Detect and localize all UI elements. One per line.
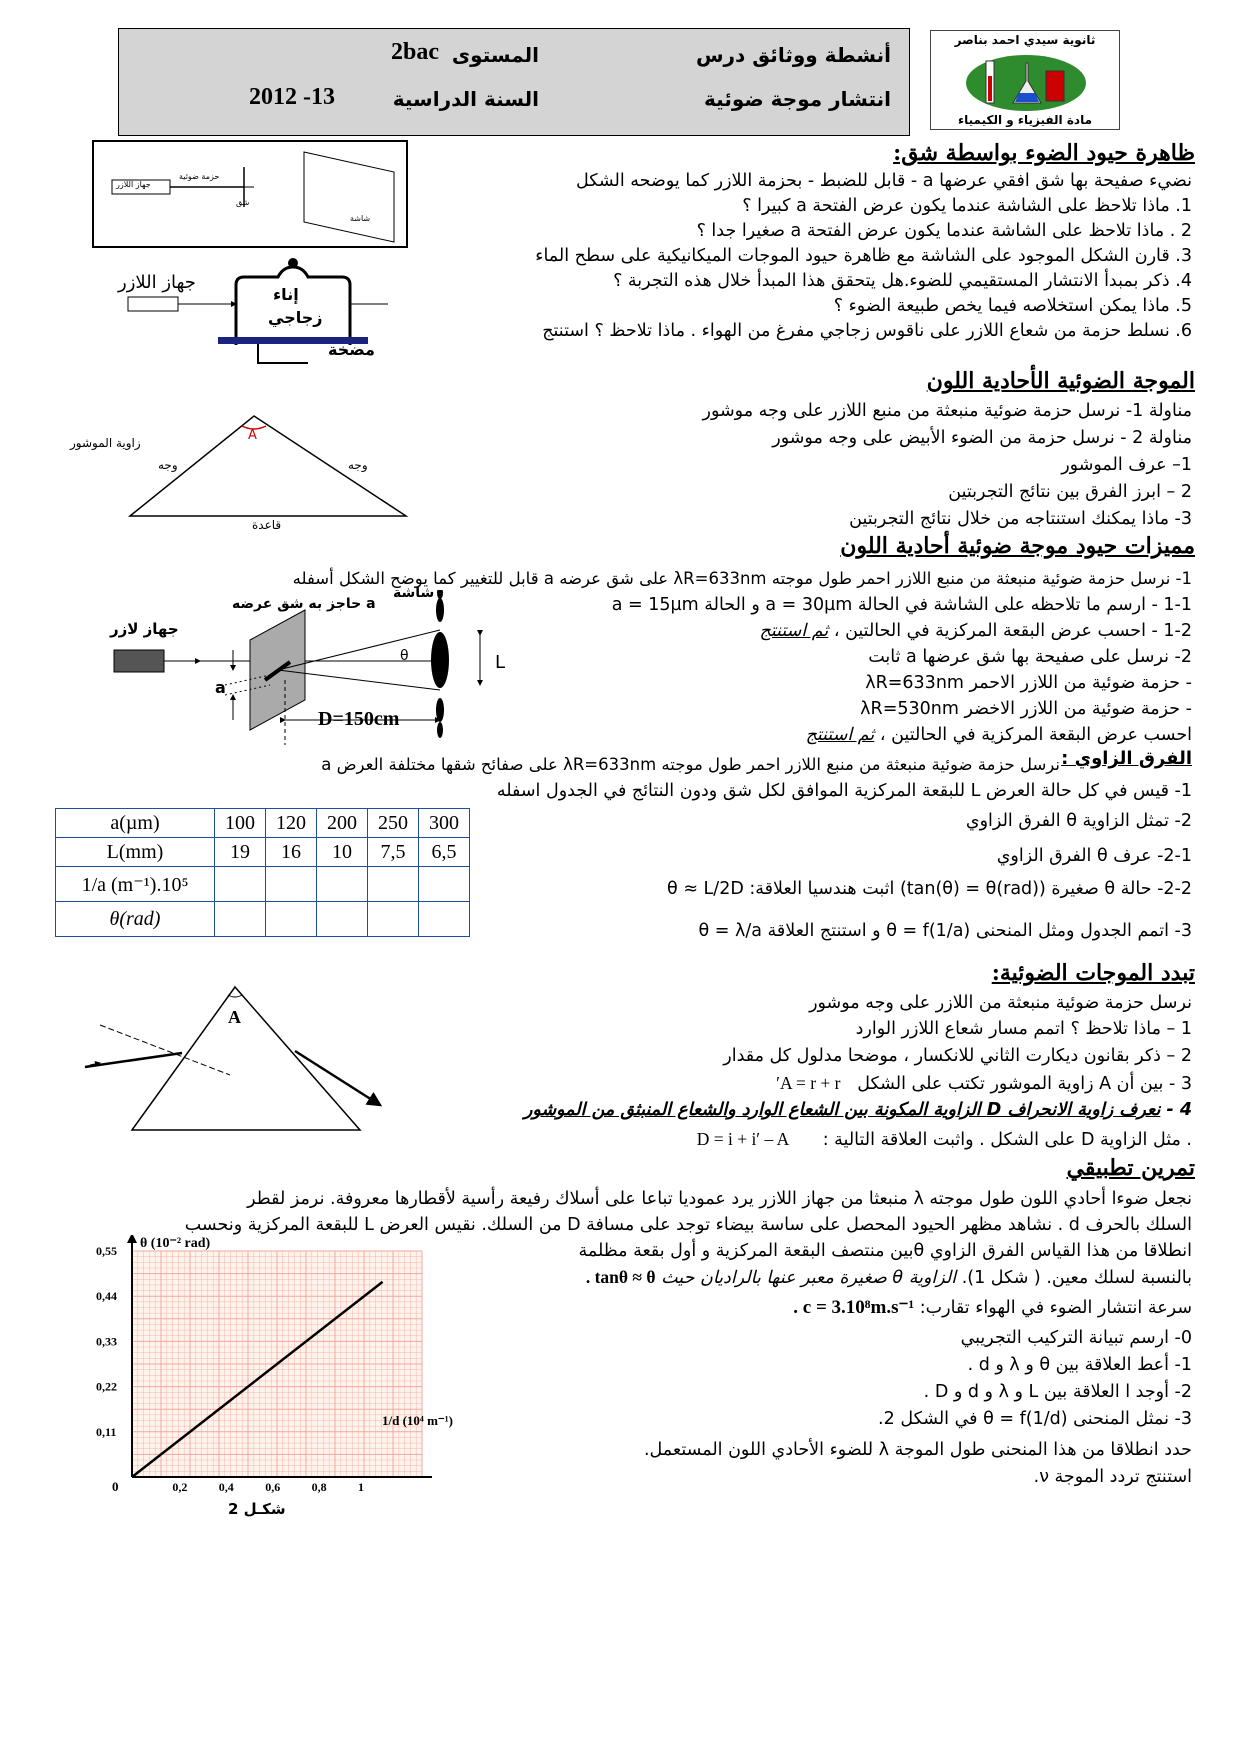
s5-q4-line2: [480, 1126, 1192, 1153]
chart-origin-label: 0: [112, 1479, 119, 1494]
s2-m2: مناولة 2 - نرسل حزمة من الضوء الأبيض على وجه موشور: [772, 428, 1192, 448]
s1-q1: 1. ماذا تلاحظ على الشاشة عندما يكون عرض الفتحة a كبيرا ؟: [742, 196, 1192, 216]
x-tick-label: 1: [358, 1480, 364, 1494]
row-label-inv-a: 1/a (m⁻¹).10⁵: [56, 867, 215, 902]
a-value: 300: [419, 809, 470, 838]
section5-title: تبدد الموجات الضوئية:: [991, 960, 1195, 986]
empty-cell: [317, 902, 368, 937]
s4-q2: 2- تمثل الزاوية θ الفرق الزاوي: [965, 811, 1192, 831]
year-label: السنة الدراسية: [392, 87, 539, 111]
fig1-screen-label: شاشة: [350, 214, 371, 223]
level-label: المستوى: [451, 43, 539, 67]
x-tick-label: 0,6: [265, 1480, 281, 1494]
angular-table: [55, 808, 470, 937]
y-tick-label: 0,11: [96, 1424, 117, 1439]
s4-l1: نرسل حزمة ضوئية منبعثة من منبع اللازر احمر طول موجته λR=633nm على صفائح شقها مختلفة العرض a: [321, 755, 1060, 774]
prism-angle-label: زاوية الموشور: [70, 436, 141, 450]
y-axis-arrow: [127, 1235, 137, 1243]
s6-p4: [470, 1264, 1192, 1291]
fig3-L-label: L: [495, 652, 506, 673]
empty-cell: [215, 902, 266, 937]
theta-vs-inv-d-chart: [90, 1235, 470, 1515]
y-tick-label: 0,44: [96, 1289, 117, 1304]
s6-p3: انطلاقا من هذا القياس الفرق الزاوي θبين منتصف البقعة المركزية و أول بقعة مظلمة: [578, 1241, 1192, 1261]
x-tick-label: 0,4: [218, 1480, 234, 1494]
prism-base-label: قاعدة: [252, 518, 282, 532]
s5-q4b: نعرف زاوية الانحراف D الزاوية المكونة بين الشعاع الوارد والشعاع المنبثق من الموشور: [523, 1100, 1161, 1120]
table-row: [56, 902, 470, 937]
s2-q3: 3- ماذا يمكنك استنتاجه من خلال نتائج التجربتين: [849, 509, 1192, 529]
s1-intro: نضيء صفيحة بها شق افقي عرضها a - قابل للضبط - بحزمة اللازر كما يوضحه الشكل: [576, 171, 1192, 191]
prism-face2-label: وجه: [348, 458, 368, 472]
s3-l5: - حزمة ضوئية من اللازر الاحمر λR=633nm: [865, 673, 1192, 693]
row-label-L: L(mm): [56, 838, 215, 867]
s6-q5: استنتج تردد الموجة ν.: [1033, 1467, 1192, 1487]
fig3-barrier-label: حاجز به شق عرضه a: [232, 596, 376, 612]
y-tick-label: 0,22: [96, 1379, 117, 1394]
slit-setup-figure: [92, 140, 408, 248]
L-value: 19: [215, 838, 266, 867]
s5-q2: 2 – ذكر بقانون ديكارت الثاني للانكسار ، موضحا مدلول كل مقدار: [723, 1046, 1192, 1066]
s5-q4: [450, 1097, 1192, 1123]
s3-l3a: 1-2 - احسب عرض البقعة المركزية في الحالتين ،: [833, 621, 1192, 641]
s2-q1: 1– عرف الموشور: [1061, 455, 1192, 475]
s2-m1: مناولة 1- نرسل حزمة ضوئية منبعثة من منبع اللازر على وجه موشور: [702, 401, 1192, 421]
s3-l1: 1- نرسل حزمة ضوئية منبعثة من منبع اللازر احمر طول موجته λR=633nm على شق عرضه a قابل للتغيير كما يوضح الشكل أسفله: [292, 569, 1192, 588]
s3-l7a: احسب عرض البقعة المركزية في الحالتين ،: [879, 725, 1192, 745]
lesson-type: أنشطة ووثائق درس: [695, 43, 891, 67]
prism-face1-label: وجه: [158, 458, 178, 472]
s3-l7: [560, 722, 1192, 748]
s6-p5b: c = 3.10⁸m.s⁻¹ .: [793, 1297, 915, 1318]
level-value: 2bac: [391, 39, 439, 65]
s6-p1: نجعل ضوءا أحادي اللون طول موجته λ منبعثا من جهاز اللازر يرد عموديا تباعا على أسلاك رفيعة رأسية لأقطارها معروفة. نرمز لقطر: [247, 1189, 1192, 1209]
x-tick-label: 0,2: [172, 1480, 188, 1494]
s3-l7b: ثم استنتج: [805, 725, 875, 745]
fig3-D-label: D=150cm: [318, 708, 400, 730]
empty-cell: [368, 867, 419, 902]
s6-p2: السلك بالحرف d . نشاهد مظهر الحيود المحصل على ساسة بيضاء توجد على مسافة D من السلك. نقيس العرض L للبقعة المركزية ونحسب: [184, 1215, 1192, 1235]
s3-l6: - حزمة ضوئية من اللازر الاخضر λR=530nm: [860, 699, 1192, 719]
fig1-laser-label: جهاز اللازر: [116, 180, 151, 189]
s3-l2: 1-1 - ارسم ما تلاحظه على الشاشة في الحالة a = 30µm و الحالة a = 15µm: [611, 595, 1192, 615]
s6-q2: 2- أوجد ا العلاقة بين L و λ و d و D .: [923, 1382, 1192, 1402]
a-value: 120: [266, 809, 317, 838]
s4-l2: 1- قيس في كل حالة العرض L للبقعة المركزية الموافق لكل شق ودون النتائج في الجدول اسفله: [496, 781, 1192, 801]
s5-q4a: 4 -: [1166, 1100, 1192, 1120]
slit-setup-drawing: [94, 142, 406, 246]
fig3-a-label: a: [215, 678, 226, 697]
section3-title: مميزات حيود موجة ضوئية أحادية اللون: [840, 533, 1195, 559]
s5-q3a: 3 - بين أن A زاوية الموشور تكتب على الشكل: [857, 1074, 1192, 1094]
empty-cell: [317, 867, 368, 902]
section6-title: تمرين تطبيقي: [1066, 1155, 1195, 1181]
prism-A-label: A: [248, 428, 257, 443]
fig1-beam-label: حزمة ضوئية: [179, 172, 220, 181]
fig1-slit-label: شق: [236, 198, 250, 207]
fig2-vessel-label1: إناء: [273, 285, 299, 304]
s4-q3: 3- اتمم الجدول ومثل المنحنى θ = f(1/a) و استنتج العلاقة θ = λ/a: [698, 921, 1192, 941]
s6-q4: حدد انطلاقا من هذا المنحنى طول الموجة λ للضوء الأحادي اللون المستعمل.: [643, 1440, 1192, 1460]
L-value: 10: [317, 838, 368, 867]
empty-cell: [419, 867, 470, 902]
s6-p4c: tanθ ≈ θ .: [585, 1267, 656, 1287]
table-row: [56, 838, 470, 867]
lesson-title: انتشار موجة ضوئية: [704, 87, 891, 111]
dispersion-prism-drawing: [70, 985, 450, 1135]
L-value: 6,5: [419, 838, 470, 867]
fig3-screen-label: شاشة: [393, 585, 435, 601]
header-box: [118, 28, 910, 136]
fig2-vessel-label2: زجاجي: [268, 308, 323, 327]
s5-intro: نرسل حزمة ضوئية منبعثة من اللازر على وجه موشور: [809, 993, 1192, 1013]
fig2-laser-label: جهاز اللازر: [118, 272, 196, 293]
chart-caption: شكـل 2: [228, 1500, 286, 1518]
empty-cell: [419, 902, 470, 937]
s3-l3b: ثم استنتج: [759, 621, 829, 641]
s6-q0: 0- ارسم تبيانة التركيب التجريبي: [960, 1328, 1192, 1348]
table-row: [56, 809, 470, 838]
s6-p5a: سرعة انتشار الضوء في الهواء تقارب:: [919, 1298, 1192, 1318]
fig3-theta-label: θ: [400, 648, 409, 664]
s3-l4: 2- نرسل على صفيحة بها شق عرضها a ثابت: [868, 647, 1192, 667]
logo-bottom-text: مادة الفيزياء و الكيمياء: [957, 113, 1092, 127]
s6-q3: 3- نمثل المنحنى θ = f(1/d) في الشكل 2.: [878, 1409, 1192, 1429]
empty-cell: [266, 902, 317, 937]
row-label-a: a(µm): [56, 809, 215, 838]
s5-q4d: D = i + i′ – A: [696, 1129, 790, 1149]
section1-title: ظاهرة حيود الضوء بواسطة شق:: [893, 140, 1195, 166]
chart-x-label: 1/d (10⁴ m⁻¹): [382, 1413, 453, 1428]
s1-q4: 4. ذكر بمبدأ الانتشار المستقيمي للضوء.هل يتحقق هذا المبدأ خلال هذه التجربة ؟: [613, 271, 1192, 291]
empty-cell: [266, 867, 317, 902]
s3-l3: [560, 618, 1192, 644]
empty-cell: [368, 902, 419, 937]
x-tick-label: 0,8: [311, 1480, 327, 1494]
s1-q2: 2 . ماذا تلاحظ على الشاشة عندما يكون عرض الفتحة a صغيرا جدا ؟: [696, 221, 1192, 241]
s4-q22: 2-2- حالة θ صغيرة (tan(θ) = θ(rad)) اثبت هندسيا العلاقة: θ ≈ L/2D: [667, 879, 1192, 899]
a-value: 200: [317, 809, 368, 838]
y-tick-label: 0,55: [96, 1244, 117, 1258]
fig2-pump-label: مضخة: [328, 340, 375, 359]
logo-top-text: ثانوية سيدي احمد بناصر: [954, 33, 1096, 47]
s5-q3b: A = r + r′: [776, 1073, 841, 1093]
s5-prism-A-label: A: [228, 1007, 241, 1027]
fig3-laser-label: جهاز لازر: [110, 620, 179, 638]
row-label-theta: θ(rad): [56, 902, 215, 937]
s5-q4c: . مثل الزاوية D على الشكل . واثبت العلاقة التالية :: [822, 1130, 1192, 1150]
L-value: 7,5: [368, 838, 419, 867]
year-value: 2012 -13: [249, 84, 335, 110]
L-value: 16: [266, 838, 317, 867]
section4-title: الفرق الزاوي :: [1061, 748, 1192, 769]
s6-q1: 1- أعط العلاقة بين θ و λ و d .: [967, 1355, 1192, 1375]
s6-p4b: الزاوية θ صغيرة معبر عنها بالراديان حيث: [661, 1268, 957, 1288]
table-row: [56, 867, 470, 902]
s5-q3: [470, 1070, 1192, 1097]
s6-p4a: بالنسبة لسلك معين. ( شكل 1).: [961, 1268, 1192, 1288]
y-tick-label: 0,33: [96, 1334, 117, 1349]
s1-q5: 5. ماذا يمكن استخلاصه فيما يخص طبيعة الضوء ؟: [833, 296, 1192, 316]
s6-p5: [470, 1295, 1192, 1321]
s2-q2: 2 – ابرز الفرق بين نتائج التجربتين: [948, 482, 1192, 502]
chart-y-label: θ (10⁻² rad): [140, 1236, 211, 1251]
school-logo: [930, 30, 1120, 130]
section2-title: الموجة الضوئية الأحادية اللون: [926, 368, 1195, 394]
a-value: 100: [215, 809, 266, 838]
a-value: 250: [368, 809, 419, 838]
s1-q6: 6. نسلط حزمة من شعاع اللازر على ناقوس زجاجي مفرغ من الهواء . ماذا تلاحظ ؟ استنتج: [542, 321, 1192, 341]
s4-q21: 2-1- عرف θ الفرق الزاوي: [996, 846, 1192, 866]
empty-cell: [215, 867, 266, 902]
s1-q3: 3. قارن الشكل الموجود على الشاشة مع ظاهرة حيود الموجات الميكانيكية على سطح الماء: [535, 246, 1192, 266]
s5-q1: 1 – ماذا تلاحظ ؟ اتمم مسار شعاع اللازر الوارد: [855, 1019, 1192, 1039]
